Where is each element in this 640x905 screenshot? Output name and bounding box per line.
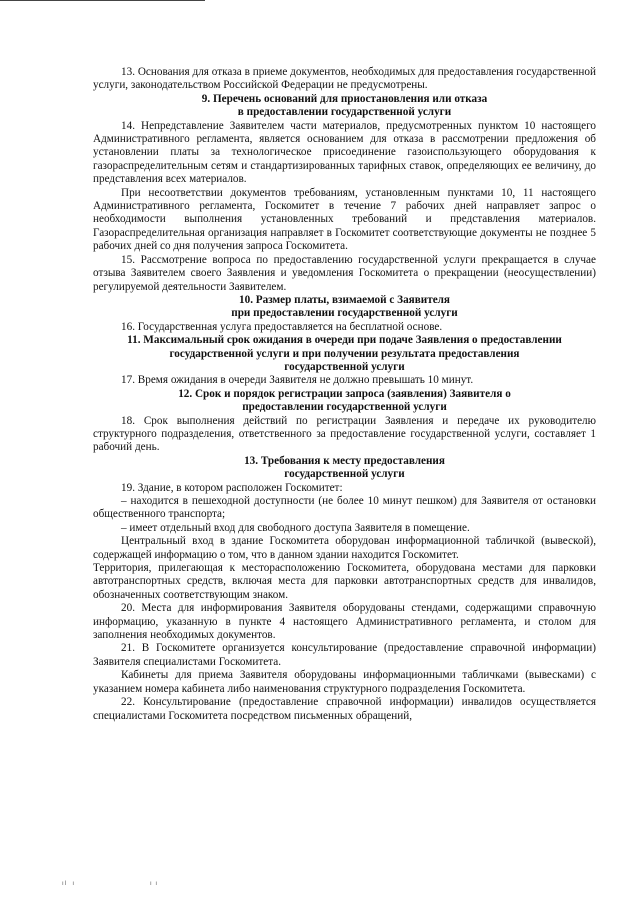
paragraph-14-continued: При несоответствии документов требованиям, установленным пунктами 10, 11 настоящего Административного регламента, Госкомитет в течение 7 рабочих дней направляет запрос о необходимости выполнения установленных требований и представления материалов. Газораспределительная организация направляет в Госкомитет соответствующие документы не позднее 5 рабочих дней со дня получения запроса Госкомитета.	[93, 186, 596, 253]
scan-mark-right: ı ı	[150, 881, 159, 887]
paragraph-16: 16. Государственная услуга предоставляется на бесплатной основе.	[121, 320, 443, 333]
heading-10-line-1: 10. Размер платы, взимаемой с Заявителя	[239, 293, 450, 306]
document-body	[93, 66, 596, 723]
heading-11-line-2: государственной услуги и при получении результата предоставления	[169, 347, 520, 360]
paragraph-22: 22. Консультирование (предоставление справочной информации) инвалидов осуществляется специалистами Госкомитета посредством письменных обращений,	[93, 696, 596, 722]
heading-11-line-1: 11. Максимальный срок ожидания в очереди при подаче Заявления о предоставлении	[127, 334, 562, 347]
paragraph-19-item-2: – имеет отдельный вход для свободного доступа Заявителя в помещение.	[121, 521, 470, 534]
heading-12-line-2: предоставлении государственной услуги	[242, 401, 447, 414]
heading-9-line-2: в предоставлении государственной услуги	[237, 106, 452, 119]
paragraph-cabinets: Кабинеты для приема Заявителя оборудованы информационными табличками (вывесками) с указанием номера кабинета либо наименования структурного подразделения Госкомитета.	[93, 669, 596, 695]
paragraph-14: 14. Непредставление Заявителем части материалов, предусмотренных пунктом 10 настоящего Административного регламента, является основанием для отказа в рассмотрении предложения об установлении платы за технологическое присоединение газоиспользующего оборудования к газораспределительным сетям и стандартизированных тарифных ставок, определяющих ее величину, до представления всех материалов.	[93, 119, 596, 186]
paragraph-17: 17. Время ожидания в очереди Заявителя не должно превышать 10 минут.	[121, 374, 474, 387]
paragraph-21: 21. В Госкомитете организуется консультирование (предоставление справочной информации) Заявителя специалистами Госкомитета.	[93, 642, 596, 668]
heading-13-line-1: 13. Требования к месту предоставления	[244, 454, 445, 467]
heading-11-line-3: государственной услуги	[284, 360, 405, 373]
paragraph-19: 19. Здание, в котором расположен Госкомитет:	[121, 481, 343, 494]
paragraph-territory: Территория, прилегающая к месторасположению Госкомитета, оборудована местами для парковки автотранспортных средств, включая места для парковки автотранспортных средств для инвалидов, обозначенных соответствующим знаком.	[93, 562, 596, 601]
paragraph-19-item-1: – находится в пешеходной доступности (не более 10 минут пешком) для Заявителя от остановки общественного транспорта;	[93, 495, 596, 521]
paragraph-13: 13. Основания для отказа в приеме документов, необходимых для предоставления государственной услуги, законодательством Российской Федерации не предусмотрены.	[93, 66, 596, 92]
heading-9-line-1: 9. Перечень оснований для приостановления или отказа	[201, 92, 488, 105]
heading-10-line-2: при предоставлении государственной услуги	[231, 307, 458, 320]
heading-13-line-2: государственной услуги	[284, 468, 405, 481]
paragraph-15: 15. Рассмотрение вопроса по предоставлению государственной услуги прекращается в случае отзыва Заявителем своего Заявления и уведомления Госкомитета о прекращении (неосуществлении) регулируемой деятельности Заявителем.	[93, 253, 596, 293]
paragraph-18: 18. Срок выполнения действий по регистрации Заявления и передаче их руководителю структурного подразделения, ответственного за предоставление государственной услуги, составляет 1 рабочий день.	[93, 414, 596, 454]
paragraph-20: 20. Места для информирования Заявителя оборудованы стендами, содержащими справочную информацию, указанную в пункте 4 настоящего Административного регламента, и столом для заполнения необходимых документов.	[93, 602, 596, 642]
paragraph-entrance: Центральный вход в здание Госкомитета оборудован информационной табличкой (вывеской), содержащей информацию о том, что в данном здании находится Госкомитет.	[93, 535, 596, 561]
top-edge-line	[0, 0, 205, 1]
scan-mark-left: ıl ı	[62, 881, 76, 887]
heading-12-line-1: 12. Срок и порядок регистрации запроса (заявления) Заявителя о	[178, 387, 511, 400]
